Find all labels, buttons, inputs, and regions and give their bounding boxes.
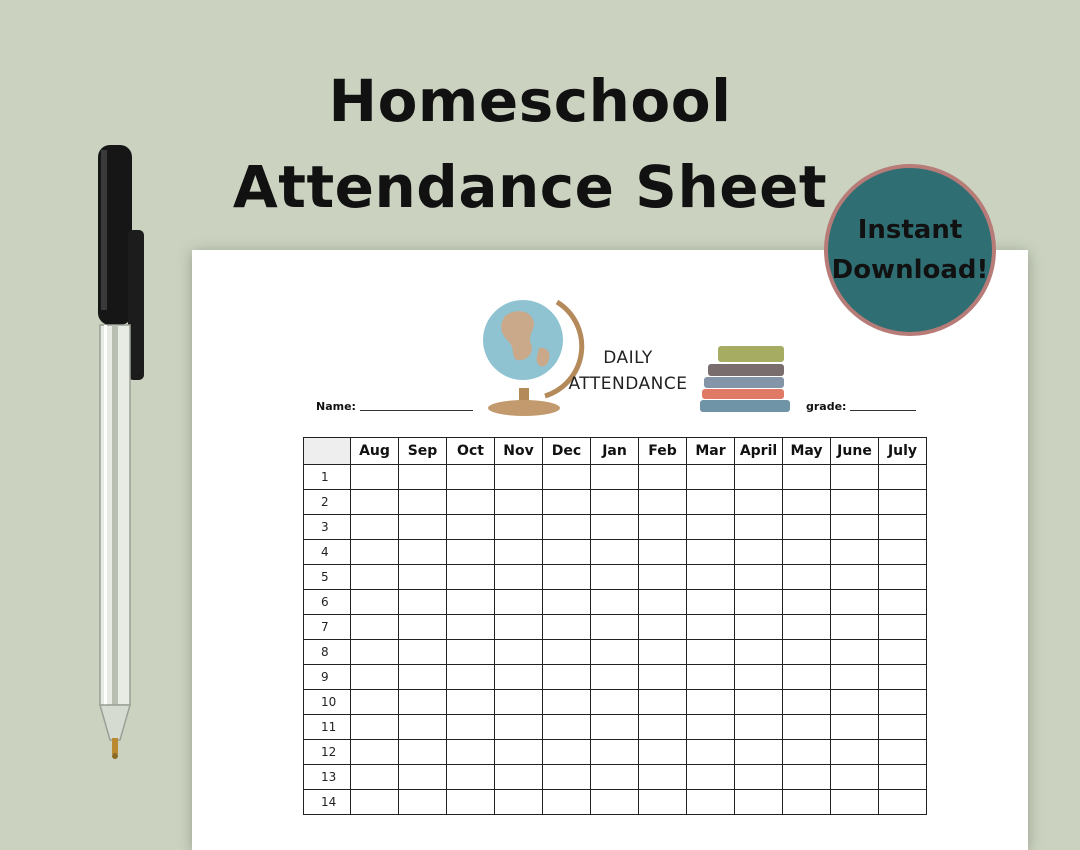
attendance-cell[interactable] <box>591 615 639 640</box>
sheet-title <box>565 346 691 397</box>
attendance-cell[interactable] <box>783 465 831 490</box>
attendance-cell[interactable] <box>783 715 831 740</box>
attendance-cell[interactable] <box>879 740 927 765</box>
attendance-cell[interactable] <box>783 790 831 815</box>
attendance-cell[interactable] <box>351 590 399 615</box>
attendance-cell[interactable] <box>879 465 927 490</box>
attendance-cell[interactable] <box>831 490 879 515</box>
table-row <box>304 490 927 515</box>
grade-field[interactable] <box>850 410 916 411</box>
attendance-cell[interactable] <box>447 790 495 815</box>
table-row <box>304 715 927 740</box>
attendance-cell[interactable] <box>639 790 687 815</box>
attendance-cell[interactable] <box>687 690 735 715</box>
attendance-cell[interactable] <box>687 740 735 765</box>
attendance-cell[interactable] <box>735 565 783 590</box>
attendance-cell[interactable] <box>735 665 783 690</box>
attendance-cell[interactable] <box>639 565 687 590</box>
row-number: 4 <box>304 540 351 565</box>
badge-line-1: Instant <box>857 214 963 245</box>
attendance-cell[interactable] <box>543 790 591 815</box>
attendance-cell[interactable] <box>399 640 447 665</box>
attendance-cell[interactable] <box>351 690 399 715</box>
table-row <box>304 640 927 665</box>
attendance-cell[interactable] <box>735 715 783 740</box>
month-header: July <box>879 438 927 465</box>
attendance-cell[interactable] <box>399 790 447 815</box>
attendance-cell[interactable] <box>735 690 783 715</box>
attendance-cell[interactable] <box>639 590 687 615</box>
row-number: 13 <box>304 765 351 790</box>
attendance-cell[interactable] <box>399 615 447 640</box>
month-header: April <box>735 438 783 465</box>
attendance-cell[interactable] <box>783 665 831 690</box>
attendance-cell[interactable] <box>399 715 447 740</box>
attendance-cell[interactable] <box>543 665 591 690</box>
attendance-cell[interactable] <box>351 465 399 490</box>
attendance-cell[interactable] <box>735 465 783 490</box>
table-row <box>304 740 927 765</box>
attendance-cell[interactable] <box>447 615 495 640</box>
attendance-cell[interactable] <box>591 715 639 740</box>
attendance-cell[interactable] <box>783 690 831 715</box>
corner-cell <box>304 438 351 465</box>
attendance-table <box>303 437 927 815</box>
attendance-cell[interactable] <box>543 740 591 765</box>
row-number: 3 <box>304 515 351 540</box>
table-row <box>304 515 927 540</box>
attendance-cell[interactable] <box>687 615 735 640</box>
month-header: Aug <box>351 438 399 465</box>
table-row <box>304 690 927 715</box>
attendance-cell[interactable] <box>591 640 639 665</box>
attendance-cell[interactable] <box>783 590 831 615</box>
attendance-cell[interactable] <box>543 515 591 540</box>
attendance-cell[interactable] <box>495 590 543 615</box>
attendance-cell[interactable] <box>591 690 639 715</box>
attendance-cell[interactable] <box>447 640 495 665</box>
attendance-cell[interactable] <box>831 765 879 790</box>
attendance-cell[interactable] <box>447 690 495 715</box>
attendance-cell[interactable] <box>543 765 591 790</box>
row-number: 7 <box>304 615 351 640</box>
attendance-cell[interactable] <box>639 640 687 665</box>
attendance-cell[interactable] <box>879 665 927 690</box>
month-header: Sep <box>399 438 447 465</box>
attendance-cell[interactable] <box>591 465 639 490</box>
attendance-cell[interactable] <box>543 490 591 515</box>
attendance-cell[interactable] <box>639 665 687 690</box>
attendance-cell[interactable] <box>879 515 927 540</box>
attendance-cell[interactable] <box>495 765 543 790</box>
attendance-cell[interactable] <box>495 465 543 490</box>
attendance-cell[interactable] <box>783 515 831 540</box>
attendance-cell[interactable] <box>783 640 831 665</box>
table-row <box>304 540 927 565</box>
attendance-cell[interactable] <box>639 765 687 790</box>
attendance-cell[interactable] <box>351 615 399 640</box>
attendance-cell[interactable] <box>639 465 687 490</box>
attendance-cell[interactable] <box>735 490 783 515</box>
attendance-cell[interactable] <box>351 565 399 590</box>
attendance-cell[interactable] <box>735 740 783 765</box>
row-number: 8 <box>304 640 351 665</box>
attendance-cell[interactable] <box>879 765 927 790</box>
attendance-cell[interactable] <box>687 515 735 540</box>
attendance-cell[interactable] <box>831 540 879 565</box>
attendance-cell[interactable] <box>831 590 879 615</box>
attendance-cell[interactable] <box>591 565 639 590</box>
table-row <box>304 765 927 790</box>
attendance-cell[interactable] <box>831 615 879 640</box>
grade-label: grade: <box>806 400 847 413</box>
attendance-cell[interactable] <box>543 615 591 640</box>
attendance-cell[interactable] <box>351 640 399 665</box>
attendance-cell[interactable] <box>495 490 543 515</box>
attendance-cell[interactable] <box>543 640 591 665</box>
attendance-cell[interactable] <box>495 540 543 565</box>
attendance-cell[interactable] <box>495 740 543 765</box>
attendance-cell[interactable] <box>495 690 543 715</box>
badge-line-2: Download! <box>831 255 989 285</box>
attendance-cell[interactable] <box>687 665 735 690</box>
attendance-cell[interactable] <box>591 515 639 540</box>
attendance-cell[interactable] <box>495 615 543 640</box>
attendance-cell[interactable] <box>687 540 735 565</box>
attendance-cell[interactable] <box>543 590 591 615</box>
attendance-cell[interactable] <box>543 465 591 490</box>
month-header: May <box>783 438 831 465</box>
attendance-cell[interactable] <box>687 765 735 790</box>
sheet-title-line-1: DAILY <box>603 348 653 368</box>
attendance-cell[interactable] <box>399 540 447 565</box>
attendance-cell[interactable] <box>447 465 495 490</box>
table-row <box>304 565 927 590</box>
attendance-cell[interactable] <box>879 615 927 640</box>
attendance-cell[interactable] <box>831 715 879 740</box>
attendance-cell[interactable] <box>831 665 879 690</box>
attendance-cell[interactable] <box>447 515 495 540</box>
table-row <box>304 590 927 615</box>
attendance-cell[interactable] <box>735 765 783 790</box>
month-header: Feb <box>639 438 687 465</box>
instant-download-badge <box>824 164 996 336</box>
attendance-cell[interactable] <box>351 540 399 565</box>
attendance-cell[interactable] <box>735 615 783 640</box>
attendance-cell[interactable] <box>591 490 639 515</box>
attendance-cell[interactable] <box>879 590 927 615</box>
attendance-cell[interactable] <box>447 540 495 565</box>
attendance-cell[interactable] <box>591 540 639 565</box>
row-number: 6 <box>304 590 351 615</box>
table-row <box>304 665 927 690</box>
attendance-cell[interactable] <box>543 565 591 590</box>
attendance-cell[interactable] <box>399 590 447 615</box>
attendance-cell[interactable] <box>543 540 591 565</box>
attendance-cell[interactable] <box>351 715 399 740</box>
attendance-cell[interactable] <box>831 690 879 715</box>
attendance-cell[interactable] <box>639 515 687 540</box>
attendance-cell[interactable] <box>543 715 591 740</box>
attendance-cell[interactable] <box>831 515 879 540</box>
month-header: June <box>831 438 879 465</box>
attendance-cell[interactable] <box>399 765 447 790</box>
attendance-cell[interactable] <box>447 565 495 590</box>
row-number: 10 <box>304 690 351 715</box>
attendance-cell[interactable] <box>447 665 495 690</box>
attendance-cell[interactable] <box>687 590 735 615</box>
attendance-cell[interactable] <box>495 665 543 690</box>
attendance-cell[interactable] <box>687 465 735 490</box>
month-header: Dec <box>543 438 591 465</box>
attendance-cell[interactable] <box>735 515 783 540</box>
attendance-cell[interactable] <box>879 690 927 715</box>
attendance-cell[interactable] <box>687 490 735 515</box>
row-number: 2 <box>304 490 351 515</box>
attendance-cell[interactable] <box>495 715 543 740</box>
table-body <box>304 465 927 815</box>
table-row <box>304 790 927 815</box>
row-number: 1 <box>304 465 351 490</box>
attendance-cell[interactable] <box>687 565 735 590</box>
attendance-cell[interactable] <box>639 690 687 715</box>
attendance-cell[interactable] <box>879 490 927 515</box>
attendance-cell[interactable] <box>879 790 927 815</box>
pen-icon <box>88 140 158 765</box>
row-number: 9 <box>304 665 351 690</box>
books-icon <box>698 342 794 414</box>
attendance-cell[interactable] <box>399 565 447 590</box>
sheet-title-line-2: ATTENDANCE <box>568 373 688 394</box>
attendance-cell[interactable] <box>687 790 735 815</box>
attendance-cell[interactable] <box>351 740 399 765</box>
attendance-cell[interactable] <box>591 665 639 690</box>
month-header: Oct <box>447 438 495 465</box>
attendance-cell[interactable] <box>831 465 879 490</box>
attendance-cell[interactable] <box>447 765 495 790</box>
attendance-cell[interactable] <box>687 640 735 665</box>
attendance-cell[interactable] <box>735 540 783 565</box>
attendance-cell[interactable] <box>591 790 639 815</box>
attendance-cell[interactable] <box>831 565 879 590</box>
attendance-cell[interactable] <box>735 640 783 665</box>
attendance-cell[interactable] <box>783 615 831 640</box>
month-header: Mar <box>687 438 735 465</box>
attendance-cell[interactable] <box>351 515 399 540</box>
attendance-cell[interactable] <box>687 715 735 740</box>
row-number: 11 <box>304 715 351 740</box>
attendance-cell[interactable] <box>879 640 927 665</box>
name-field[interactable] <box>360 410 473 411</box>
attendance-cell[interactable] <box>351 765 399 790</box>
attendance-cell[interactable] <box>447 715 495 740</box>
attendance-cell[interactable] <box>783 565 831 590</box>
attendance-cell[interactable] <box>735 790 783 815</box>
attendance-cell[interactable] <box>735 590 783 615</box>
attendance-cell[interactable] <box>783 540 831 565</box>
attendance-cell[interactable] <box>543 690 591 715</box>
attendance-cell[interactable] <box>399 465 447 490</box>
attendance-cell[interactable] <box>639 490 687 515</box>
attendance-cell[interactable] <box>591 740 639 765</box>
attendance-cell[interactable] <box>639 740 687 765</box>
attendance-cell[interactable] <box>351 790 399 815</box>
headline-line-1: Homeschool <box>328 67 732 135</box>
attendance-cell[interactable] <box>399 490 447 515</box>
month-header: Nov <box>495 438 543 465</box>
attendance-cell[interactable] <box>783 765 831 790</box>
attendance-cell[interactable] <box>831 790 879 815</box>
table-row <box>304 465 927 490</box>
attendance-cell[interactable] <box>351 490 399 515</box>
row-number: 5 <box>304 565 351 590</box>
attendance-cell[interactable] <box>783 490 831 515</box>
attendance-cell[interactable] <box>639 540 687 565</box>
attendance-cell[interactable] <box>831 740 879 765</box>
attendance-cell[interactable] <box>447 590 495 615</box>
month-header: Jan <box>591 438 639 465</box>
attendance-cell[interactable] <box>399 515 447 540</box>
name-label: Name: <box>316 400 356 413</box>
attendance-cell[interactable] <box>495 515 543 540</box>
attendance-cell[interactable] <box>447 490 495 515</box>
attendance-cell[interactable] <box>399 740 447 765</box>
table-row <box>304 615 927 640</box>
attendance-cell[interactable] <box>783 740 831 765</box>
row-number: 12 <box>304 740 351 765</box>
attendance-cell[interactable] <box>399 690 447 715</box>
attendance-cell[interactable] <box>879 715 927 740</box>
attendance-cell[interactable] <box>351 665 399 690</box>
attendance-cell[interactable] <box>879 565 927 590</box>
headline-line-2: Attendance Sheet <box>232 153 828 221</box>
attendance-cell[interactable] <box>591 590 639 615</box>
attendance-cell[interactable] <box>495 565 543 590</box>
attendance-cell[interactable] <box>591 765 639 790</box>
attendance-cell[interactable] <box>639 715 687 740</box>
row-number: 14 <box>304 790 351 815</box>
attendance-cell[interactable] <box>495 640 543 665</box>
attendance-cell[interactable] <box>447 740 495 765</box>
attendance-cell[interactable] <box>399 665 447 690</box>
attendance-cell[interactable] <box>639 615 687 640</box>
attendance-cell[interactable] <box>879 540 927 565</box>
table-header-row <box>304 438 927 465</box>
attendance-cell[interactable] <box>495 790 543 815</box>
attendance-cell[interactable] <box>831 640 879 665</box>
